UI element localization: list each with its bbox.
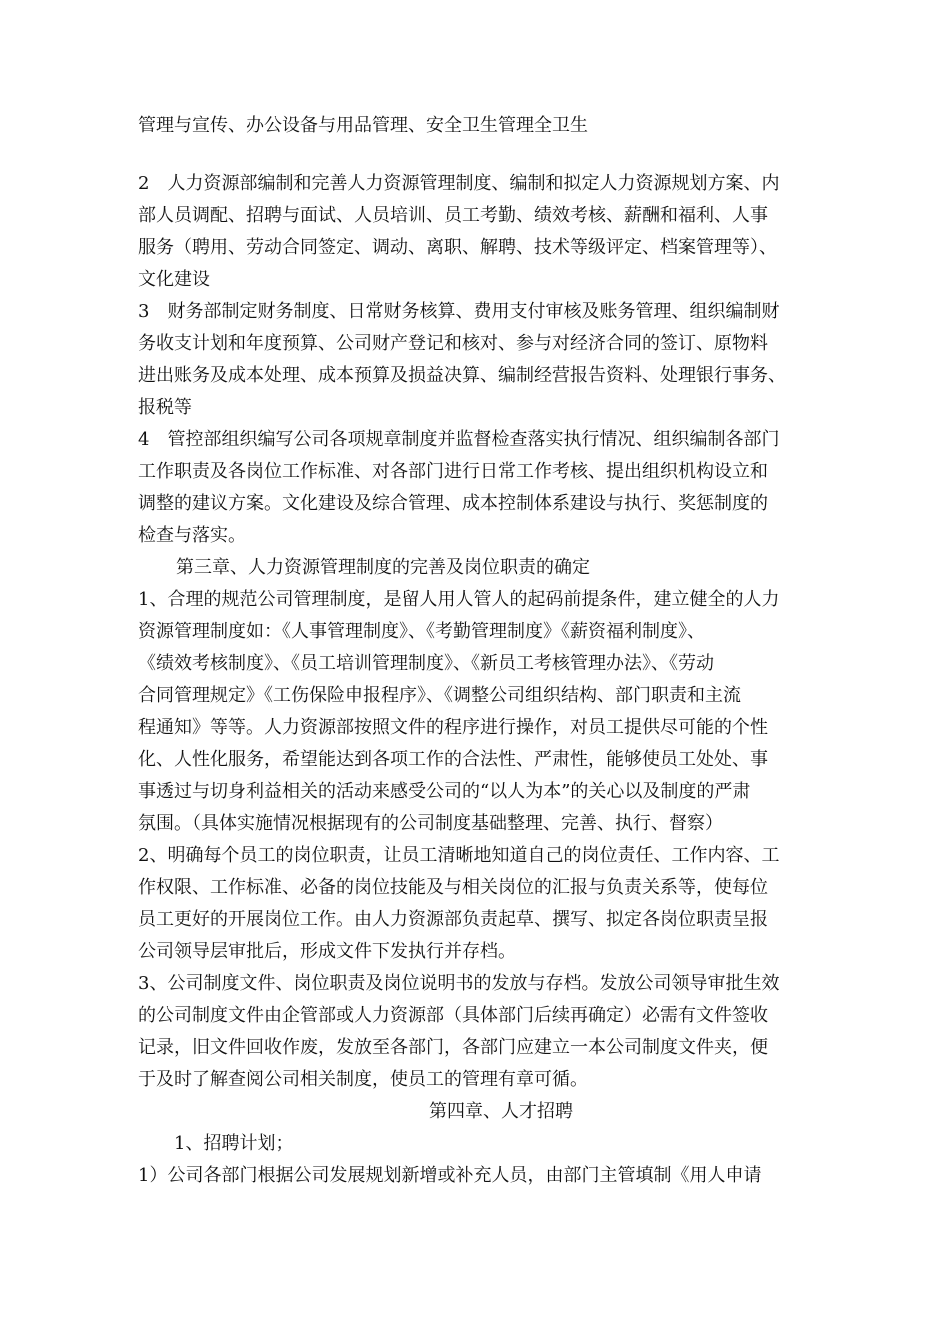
text-line: 1、合理的规范公司管理制度，是留人用人管人的起码前提条件，建立健全的人力 — [138, 589, 780, 610]
text-line: 氛围。（具体实施情况根据现有的公司制度基础整理、完善、执行、督察） — [138, 813, 723, 834]
text-line: 3 财务部制定财务制度、日常财务核算、费用支付审核及账务管理、组织编制财 — [138, 301, 780, 322]
text-line: 3、公司制度文件、岗位职责及岗位说明书的发放与存档。发放公司领导审批生效 — [138, 973, 780, 994]
text-line: 员工更好的开展岗位工作。由人力资源部负责起草、撰写、拟定各岗位职责呈报 — [138, 909, 768, 930]
text-line: 调整的建议方案。文化建设及综合管理、成本控制体系建设与执行、奖惩制度的 — [138, 493, 768, 514]
text-line: 4 管控部组织编写公司各项规章制度并监督检查落实执行情况、组织编制各部门 — [138, 429, 780, 450]
text-line: 2、明确每个员工的岗位职责，让员工清晰地知道自己的岗位责任、工作内容、工 — [138, 845, 780, 866]
text-line: 作权限、工作标准、必备的岗位技能及与相关岗位的汇报与负责关系等，使每位 — [138, 877, 768, 898]
text-line: 记录，旧文件回收作废，发放至各部门，各部门应建立一本公司制度文件夹，便 — [138, 1037, 768, 1058]
text-line: 资源管理制度如：《人事管理制度》、《考勤管理制度》《薪资福利制度》、 — [138, 621, 705, 642]
text-line: 的公司制度文件由企管部或人力资源部（具体部门后续再确定）必需有文件签收 — [138, 1005, 768, 1026]
text-line: 1）公司各部门根据公司发展规划新增或补充人员，由部门主管填制《用人申请 — [138, 1165, 762, 1186]
text-line: 进出账务及成本处理、成本预算及损益决算、编制经营报告资料、处理银行事务、 — [138, 365, 786, 386]
text-line: 公司领导层审批后，形成文件下发执行并存档。 — [138, 941, 516, 962]
text-line: 服务（聘用、劳动合同签定、调动、离职、解聘、技术等级评定、档案管理等）、 — [138, 237, 777, 258]
text-line: 程通知》等等。人力资源部按照文件的程序进行操作，对员工提供尽可能的个性 — [138, 717, 768, 738]
text-line: 部人员调配、招聘与面试、人员培训、员工考勤、绩效考核、薪酬和福利、人事 — [138, 205, 768, 226]
text-line: 合同管理规定》《工伤保险申报程序》、《调整公司组织结构、部门职责和主流 — [138, 685, 741, 706]
text-line: 报税等 — [138, 397, 192, 418]
text-line: 务收支计划和年度预算、公司财产登记和核对、参与对经济合同的签订、原物料 — [138, 333, 768, 354]
text-line: 文化建设 — [138, 269, 210, 290]
text-line: 管理与宣传、办公设备与用品管理、安全卫生管理全卫生 — [138, 115, 588, 136]
text-line: 事透过与切身利益相关的活动来感受公司的“以人为本”的关心以及制度的严肃 — [138, 781, 751, 802]
text-line: 检查与落实。 — [138, 525, 246, 546]
chapter-heading: 第三章、人力资源管理制度的完善及岗位职责的确定 — [176, 557, 590, 578]
chapter-heading: 第四章、人才招聘 — [429, 1101, 573, 1122]
text-line: 《绩效考核制度》、《员工培训管理制度》、《新员工考核管理办法》、《劳动 — [138, 653, 714, 674]
text-line: 化、人性化服务，希望能达到各项工作的合法性、严肃性，能够使员工处处、事 — [138, 749, 768, 770]
paragraph-gap — [138, 142, 828, 168]
text-line: 工作职责及各岗位工作标准、对各部门进行日常工作考核、提出组织机构设立和 — [138, 461, 768, 482]
text-line: 于及时了解查阅公司相关制度，使员工的管理有章可循。 — [138, 1069, 588, 1090]
document-page — [138, 110, 828, 1192]
text-line: 2 人力资源部编制和完善人力资源管理制度、编制和拟定人力资源规划方案、内 — [138, 173, 780, 194]
section-heading: 1、招聘计划； — [174, 1133, 294, 1154]
